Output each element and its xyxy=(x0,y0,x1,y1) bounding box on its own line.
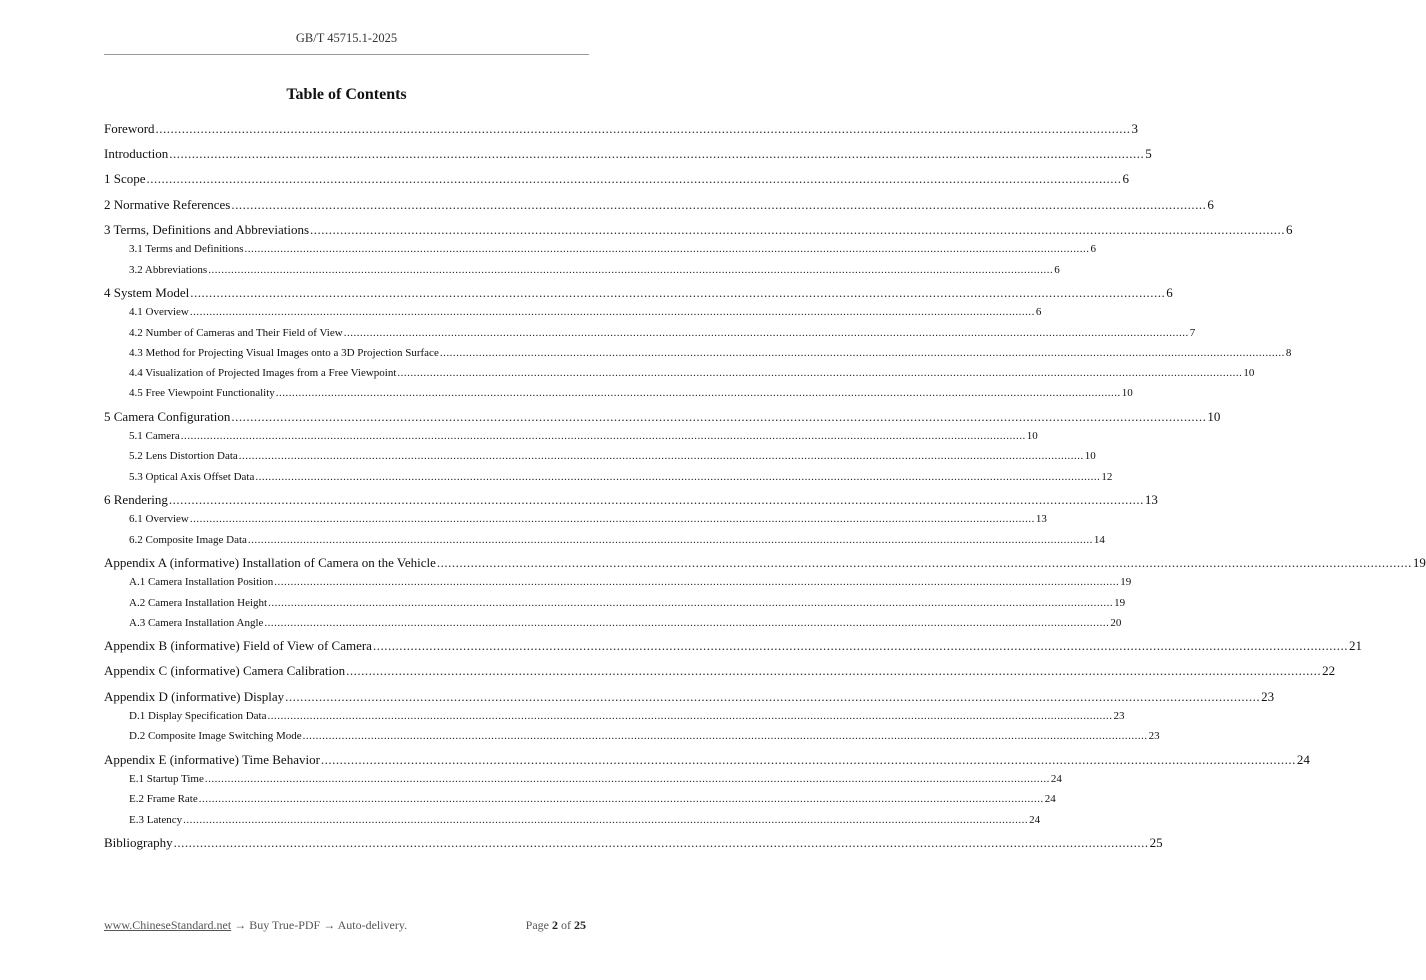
toc-entry-label: 4.1 Overview xyxy=(129,306,189,319)
dot-leader: .................................................................................................................................................................................................................................................................... xyxy=(238,450,1084,463)
toc-entry-label: Appendix B (informative) Field of View of Camera xyxy=(104,636,373,656)
dot-leader: .................................................................................................................................................................................................................................................................... xyxy=(372,638,1348,654)
toc-entry[interactable] xyxy=(104,661,1336,681)
dot-leader: .................................................................................................................................................................................................................................................................... xyxy=(183,813,1029,826)
toc-subentry[interactable] xyxy=(104,595,1126,611)
toc-title: Table of Contents xyxy=(286,86,407,103)
toc-entry-page: 25 xyxy=(1149,833,1163,853)
dot-leader: .................................................................................................................................................................................................................................................................... xyxy=(244,243,1090,256)
dot-leader: .................................................................................................................................................................................................................................................................... xyxy=(189,513,1035,526)
toc-entry-label: 3 Terms, Definitions and Abbreviations xyxy=(104,220,310,240)
toc-entry-page: 24 xyxy=(1044,793,1056,806)
toc-entry-label: 6.2 Composite Image Data xyxy=(129,533,247,546)
toc-entry-label: 5.3 Optical Axis Offset Data xyxy=(129,470,255,483)
toc-subentry[interactable] xyxy=(104,469,1113,485)
toc-entry-page: 3 xyxy=(1131,119,1139,139)
toc-entry-label: 3.2 Abbreviations xyxy=(129,263,208,276)
dot-leader: .................................................................................................................................................................................................................................................................... xyxy=(320,751,1296,767)
page-current: 2 xyxy=(552,918,558,932)
toc-entry-page: 21 xyxy=(1348,636,1362,656)
toc-entry-label: 4 System Model xyxy=(104,283,190,303)
toc-entry-label: Appendix A (informative) Installation of Camera on the Vehicle xyxy=(104,553,437,573)
toc-entry-page: 6 xyxy=(1165,283,1173,303)
footer-promo: → Buy True-PDF → Auto-delivery. xyxy=(234,918,408,932)
toc-entry-page: 24 xyxy=(1050,773,1062,786)
dot-leader: .................................................................................................................................................................................................................................................................... xyxy=(346,663,1322,679)
dot-leader: .................................................................................................................................................................................................................................................................... xyxy=(439,346,1285,359)
page-header: GB/T 45715.1-2025 xyxy=(295,31,398,45)
toc-entry[interactable] xyxy=(104,195,1214,215)
dot-leader: .................................................................................................................................................................................................................................................................... xyxy=(180,430,1026,443)
toc-entry-label: 5.1 Camera xyxy=(129,430,180,443)
toc-entry-page: 22 xyxy=(1321,661,1335,681)
toc-entry-label: Bibliography xyxy=(104,833,174,853)
dot-leader: .................................................................................................................................................................................................................................................................... xyxy=(267,710,1113,723)
toc-entry-label: E.1 Startup Time xyxy=(129,773,204,786)
toc-entry-page: 12 xyxy=(1101,470,1113,483)
toc-entry-page: 13 xyxy=(1144,490,1158,510)
toc-subentry[interactable] xyxy=(104,708,1125,724)
dot-leader: .................................................................................................................................................................................................................................................................... xyxy=(302,730,1148,743)
toc-subentry[interactable] xyxy=(104,771,1062,787)
toc-entry-label: 4.4 Visualization of Projected Images from a Free Viewpoint xyxy=(129,367,397,380)
footer-page-indicator xyxy=(526,918,586,933)
toc-entry-label: 4.3 Method for Projecting Visual Images onto a 3D Projection Surface xyxy=(129,346,439,359)
dot-leader: .................................................................................................................................................................................................................................................................... xyxy=(146,171,1122,187)
toc-entry-page: 23 xyxy=(1113,710,1125,723)
toc-entry-page: 19 xyxy=(1114,596,1126,609)
dot-leader: .................................................................................................................................................................................................................................................................... xyxy=(208,263,1054,276)
page-of-label: of xyxy=(561,918,571,932)
toc-entry[interactable] xyxy=(104,220,1293,240)
dot-leader: .................................................................................................................................................................................................................................................................... xyxy=(198,793,1044,806)
toc-entry-page: 10 xyxy=(1243,367,1255,380)
dot-leader: .................................................................................................................................................................................................................................................................... xyxy=(231,196,1207,212)
dot-leader: .................................................................................................................................................................................................................................................................... xyxy=(155,121,1131,136)
dot-leader: .................................................................................................................................................................................................................................................................... xyxy=(274,576,1120,589)
dot-leader: .................................................................................................................................................................................................................................................................... xyxy=(231,408,1207,424)
header-rule xyxy=(104,54,589,55)
dot-leader: .................................................................................................................................................................................................................................................................... xyxy=(169,146,1145,162)
toc-entry-page: 6 xyxy=(1122,169,1130,189)
toc-entry-label: D.1 Display Specification Data xyxy=(129,710,267,723)
toc-entry-label: 3.1 Terms and Definitions xyxy=(129,243,244,256)
toc-entry-page: 13 xyxy=(1035,513,1047,526)
dot-leader: .................................................................................................................................................................................................................................................................... xyxy=(285,688,1261,704)
dot-leader: .................................................................................................................................................................................................................................................................... xyxy=(173,834,1149,850)
toc-entry-page: 7 xyxy=(1189,326,1196,339)
toc-entry-label: D.2 Composite Image Switching Mode xyxy=(129,730,302,743)
toc-subentry[interactable] xyxy=(104,791,1056,807)
page-total: 25 xyxy=(574,918,586,932)
toc-entry-page: 6 xyxy=(1054,263,1060,276)
page-footer xyxy=(104,918,586,933)
toc-entry-label: 6.1 Overview xyxy=(129,513,189,526)
toc-entry-label: A.1 Camera Installation Position xyxy=(129,576,274,589)
toc-entry[interactable] xyxy=(104,490,1158,510)
toc-entry-label: Appendix E (informative) Time Behavior xyxy=(104,750,321,770)
toc-entry-page: 19 xyxy=(1120,576,1132,589)
toc-entry[interactable] xyxy=(104,750,1310,770)
toc-entry[interactable] xyxy=(104,169,1130,189)
toc-entry-label: 5.2 Lens Distortion Data xyxy=(129,450,238,463)
dot-leader: .................................................................................................................................................................................................................................................................... xyxy=(275,387,1121,400)
toc-subentry[interactable] xyxy=(104,428,1038,444)
toc-entry-label: 4.2 Number of Cameras and Their Field of View xyxy=(129,326,343,339)
dot-leader: .................................................................................................................................................................................................................................................................... xyxy=(397,367,1243,380)
dot-leader: .................................................................................................................................................................................................................................................................... xyxy=(204,773,1050,786)
dot-leader: .................................................................................................................................................................................................................................................................... xyxy=(190,284,1166,300)
toc-entry-label: 4.5 Free Viewpoint Functionality xyxy=(129,387,275,400)
toc-subentry[interactable] xyxy=(104,574,1132,590)
toc-entry[interactable] xyxy=(104,687,1275,707)
toc-entry-page: 6 xyxy=(1285,220,1293,240)
toc-entry-label: 5 Camera Configuration xyxy=(104,407,231,427)
toc-entry-page: 6 xyxy=(1206,195,1214,215)
toc-entry-label: Appendix D (informative) Display xyxy=(104,687,285,707)
page-label: Page xyxy=(525,918,549,932)
toc-entry[interactable] xyxy=(104,636,1362,656)
toc-subentry[interactable] xyxy=(104,615,1122,631)
toc-entry-page: 14 xyxy=(1093,533,1105,546)
toc-entry[interactable] xyxy=(104,833,1163,853)
dot-leader: .................................................................................................................................................................................................................................................................... xyxy=(189,306,1035,319)
toc-entry-page: 24 xyxy=(1296,750,1310,770)
toc-entry[interactable] xyxy=(104,407,1221,427)
toc-entry-label: A.3 Camera Installation Angle xyxy=(129,616,264,629)
toc-entry-page: 10 xyxy=(1026,430,1038,443)
dot-leader: .................................................................................................................................................................................................................................................................... xyxy=(255,470,1101,483)
toc-subentry[interactable] xyxy=(104,241,1097,257)
toc-entry[interactable] xyxy=(104,144,1152,164)
toc-subentry[interactable] xyxy=(104,365,1255,381)
toc-entry-label: E.2 Frame Rate xyxy=(129,793,198,806)
dot-leader: .................................................................................................................................................................................................................................................................... xyxy=(436,554,1412,570)
toc-subentry[interactable] xyxy=(104,728,1160,744)
toc-subentry[interactable] xyxy=(104,345,1292,361)
toc-subentry[interactable] xyxy=(104,304,1042,320)
toc-entry-page: 6 xyxy=(1035,306,1042,319)
toc-subentry[interactable] xyxy=(104,325,1196,341)
toc-entry-page: 10 xyxy=(1121,387,1133,400)
dot-leader: .................................................................................................................................................................................................................................................................... xyxy=(264,616,1110,629)
dot-leader: .................................................................................................................................................................................................................................................................... xyxy=(268,596,1114,609)
toc-entry-page: 8 xyxy=(1285,346,1292,359)
toc-entry-page: 10 xyxy=(1206,407,1220,427)
dot-leader: .................................................................................................................................................................................................................................................................... xyxy=(343,326,1189,339)
toc-entry-page: 20 xyxy=(1110,616,1122,629)
dot-leader: .................................................................................................................................................................................................................................................................... xyxy=(168,491,1144,507)
toc-subentry[interactable] xyxy=(104,262,1060,278)
toc-entry-label: Introduction xyxy=(104,144,169,164)
toc-subentry[interactable] xyxy=(104,448,1096,464)
toc-entry-label: 6 Rendering xyxy=(104,490,169,510)
toc-entry-page: 5 xyxy=(1144,144,1152,164)
toc-entry-label: E.3 Latency xyxy=(129,813,183,826)
toc-entry[interactable] xyxy=(104,283,1173,303)
website-link[interactable]: www.ChineseStandard.net xyxy=(104,918,232,932)
toc-entry-label: 1 Scope xyxy=(104,169,147,189)
dot-leader: .................................................................................................................................................................................................................................................................... xyxy=(247,533,1093,546)
toc-entry-page: 23 xyxy=(1260,687,1274,707)
toc-entry-page: 23 xyxy=(1148,730,1160,743)
toc-subentry[interactable] xyxy=(104,812,1041,828)
toc-entry-page: 24 xyxy=(1029,813,1041,826)
toc-entry-page: 10 xyxy=(1084,450,1096,463)
toc-entry-label: A.2 Camera Installation Height xyxy=(129,596,268,609)
toc-entry[interactable] xyxy=(104,119,1139,139)
table-of-contents xyxy=(104,119,1426,853)
dot-leader: .................................................................................................................................................................................................................................................................... xyxy=(310,221,1286,237)
toc-subentry[interactable] xyxy=(104,385,1133,401)
toc-subentry[interactable] xyxy=(104,532,1105,548)
toc-entry-page: 19 xyxy=(1412,553,1426,573)
toc-entry-label: Foreword xyxy=(104,119,156,139)
toc-entry-label: Appendix C (informative) Camera Calibration xyxy=(104,661,346,681)
toc-subentry[interactable] xyxy=(104,511,1047,527)
toc-entry-label: 2 Normative References xyxy=(104,195,231,215)
toc-entry[interactable] xyxy=(104,553,1426,573)
toc-entry-page: 6 xyxy=(1090,243,1097,256)
footer-left xyxy=(104,918,407,933)
